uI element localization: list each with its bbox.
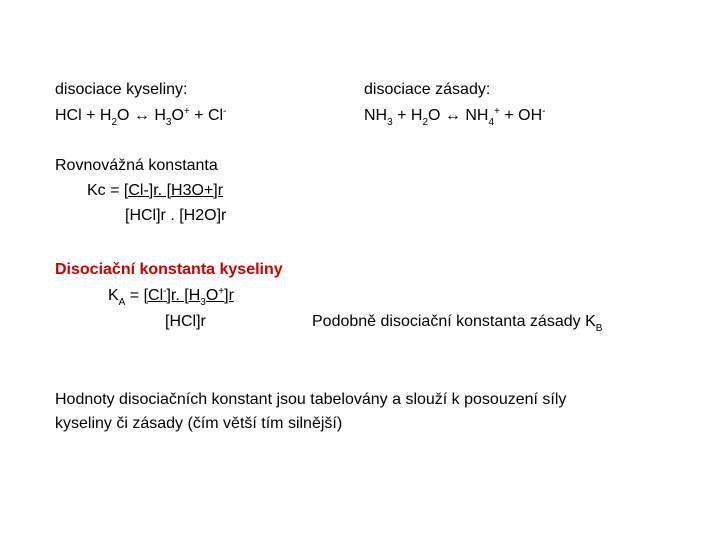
base-eq-superscript: + [494,106,500,117]
acid-dissociation-equation [55,106,226,128]
kc-prefix: Kc = [87,182,124,199]
acid-dissociation-heading: disociace kyseliny: [55,81,188,98]
ka-numerator-part: O [205,287,219,304]
base-eq-part: NH [364,107,388,124]
base-eq-part: + OH [499,107,543,124]
base-eq-superscript: - [542,106,546,117]
acid-constant-heading: Disociační konstanta kyseliny [55,261,283,278]
ka-numerator-part: [Cl [143,287,164,304]
base-dissociation-heading: disociace zásady: [364,81,491,98]
acid-eq-part: + Cl [189,107,224,124]
base-eq-subscript: 3 [387,117,393,128]
ka-equals: = [125,287,144,304]
acid-eq-part: O ↔ H [117,107,166,124]
kb-subscript: B [595,323,603,334]
base-eq-subscript: 4 [488,117,495,128]
base-eq-part: + H [392,107,423,124]
equilibrium-constant-numerator-line [87,181,223,201]
acid-constant-numerator-line [108,286,234,308]
kc-numerator: [Cl-]r. [H3O+]r [123,182,224,199]
ka-numerator-part: ]r [224,287,234,304]
ka-symbol: K [108,287,119,304]
acid-eq-subscript: 2 [111,117,118,128]
base-constant-note [312,312,602,334]
base-eq-subscript: 2 [422,117,429,128]
acid-eq-superscript: + [183,106,190,117]
ka-numerator-subscript: 3 [200,297,206,308]
acid-eq-part: O [171,107,184,124]
ka-numerator-superscript: - [163,286,167,297]
ka-numerator-superscript: + [218,286,225,297]
equilibrium-constant-heading: Rovnovážná konstanta [55,157,218,174]
acid-eq-superscript: - [223,106,227,117]
acid-eq-part: HCl + H [55,107,112,124]
base-eq-part: O ↔ NH [428,107,489,124]
base-constant-note-text: Podobně disociační konstanta zásady K [312,313,596,330]
conclusion-line-2: kyseliny či zásady (čím větší tím silnější) [55,415,343,432]
ka-numerator-part: ]r. [H [166,287,201,304]
equilibrium-constant-denominator: [HCl]r . [H2O]r [125,207,227,224]
conclusion-line-1: Hodnoty disociačních konstant jsou tabelovány a slouží k posouzení síly [55,391,567,408]
ka-subscript: A [118,297,126,308]
base-dissociation-equation [364,106,545,128]
acid-eq-subscript: 3 [165,117,172,128]
ka-numerator [143,286,234,308]
ka-denominator: [HCl]r [165,313,206,330]
